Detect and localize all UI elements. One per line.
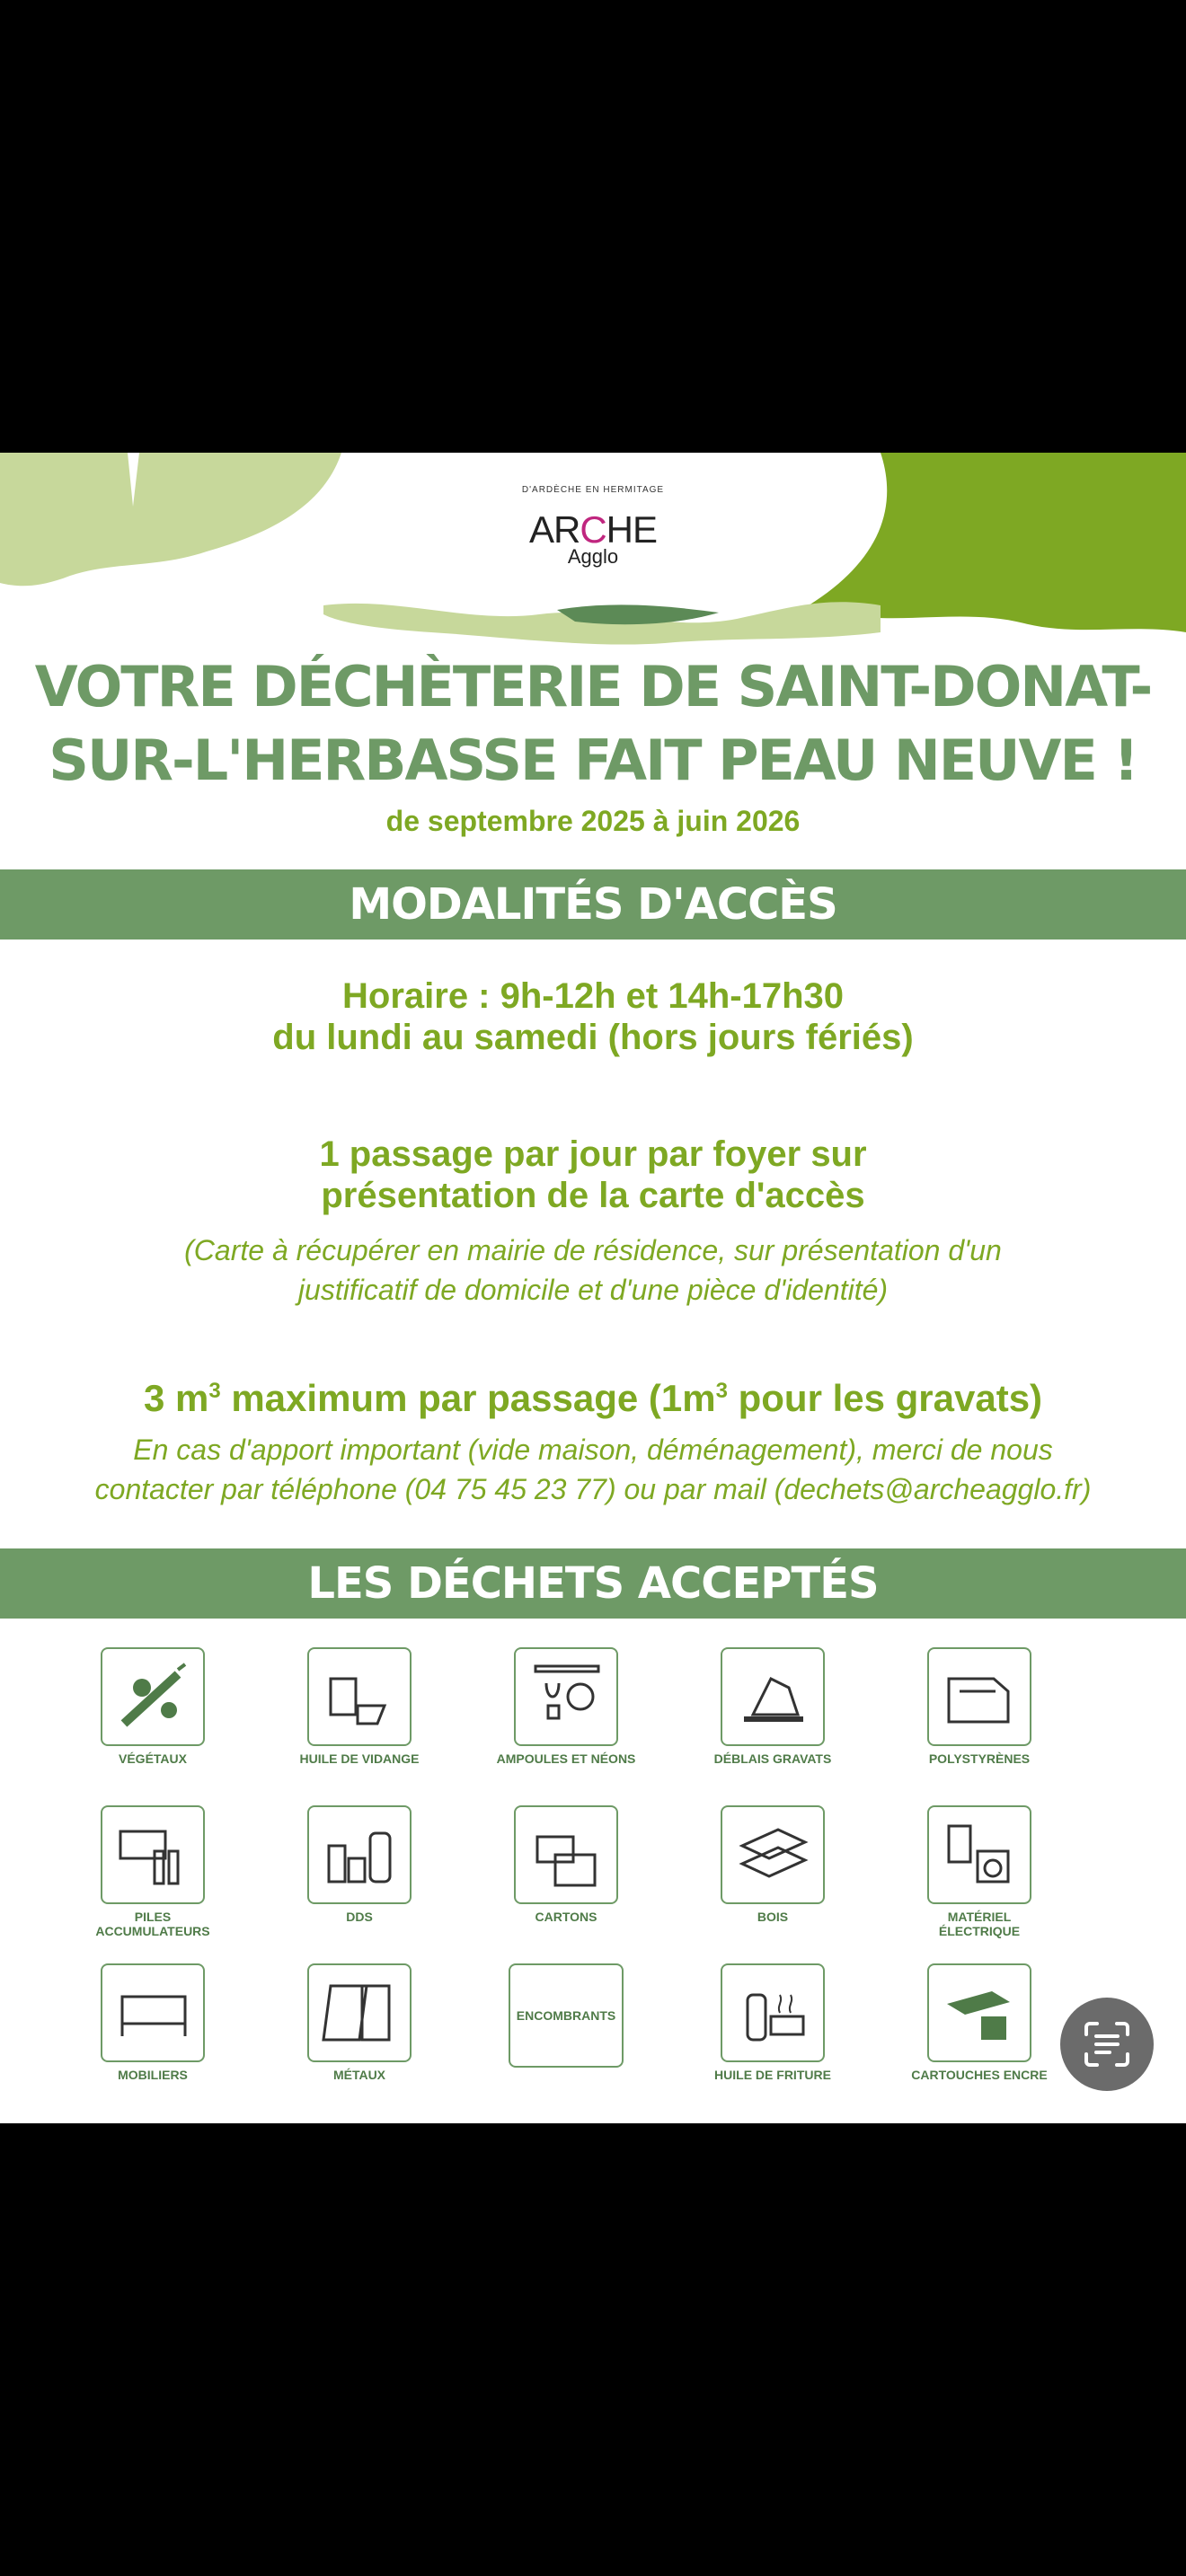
waste-item [907, 1647, 1051, 1766]
waste-item [288, 1647, 431, 1766]
waste-item [701, 1963, 845, 2082]
waste-item-label: POLYSTYRÈNES [928, 1751, 1031, 1766]
furniture-icon [101, 1963, 205, 2062]
waste-item [81, 1805, 225, 1938]
max-volume: 3 $m^3$ maximum par passage ($1m^3$ pour les gravats) [143, 1377, 1043, 1419]
waste-item-label: DÉBLAIS GRAVATS [713, 1751, 832, 1766]
section-access-header: MODALITÉS D'ACCÈS [0, 869, 1186, 940]
visit-limit: 1 passage par jour par foyer sur présentation de la carte d'accès [319, 1134, 867, 1215]
oil-can-icon [307, 1647, 412, 1746]
waste-item [494, 1963, 638, 2068]
battery-icon [101, 1805, 205, 1904]
access-card-note: (Carte à récupérer en mairie de résidence, sur présentation d'un justificatif de domicile et d'une pièce d'identité) [184, 1234, 1002, 1306]
scan-text-button[interactable] [1060, 1998, 1154, 2091]
bulb-icon [514, 1647, 618, 1746]
waste-item-label: MÉTAUX [332, 2068, 386, 2082]
logo-sub: Agglo [567, 545, 619, 568]
frying-oil-icon [721, 1963, 825, 2062]
metal-icon [307, 1963, 412, 2062]
cardboard-box-icon [514, 1805, 618, 1904]
date-range: de septembre 2025 à juin 2026 [385, 805, 801, 837]
waste-item-label: CARTOUCHES ENCRE [911, 2068, 1048, 2082]
poster [0, 453, 1186, 2123]
waste-item [494, 1805, 638, 1924]
scan-icon [1083, 2020, 1131, 2069]
chemical-bottles-icon [307, 1805, 412, 1904]
waste-item-label: CARTONS [535, 1910, 597, 1924]
arche-agglo-logo [503, 485, 683, 569]
waste-item-label: HUILE DE FRITURE [714, 2068, 831, 2082]
plant-icon [101, 1647, 205, 1746]
contact-note: En cas d'apport important (vide maison, déménagement), merci de nous contacter par téléphone (04 75 45 23 77) ou par mail (dechets@archeagglo.fr) [94, 1434, 1092, 1505]
waste-item-label: HUILE DE VIDANGE [299, 1751, 420, 1766]
waste-item-label: PILES ACCUMULATEURS [95, 1910, 210, 1938]
waste-item-label: MATÉRIEL ÉLECTRIQUE [938, 1910, 1021, 1938]
opening-hours: Horaire : 9h-12h et 14h-17h30 du lundi au samedi (hors jours fériés) [272, 976, 914, 1057]
waste-item-label: BOIS [757, 1910, 789, 1924]
rubble-icon [721, 1647, 825, 1746]
waste-grid [81, 1647, 1105, 2114]
waste-item-label: AMPOULES ET NÉONS [496, 1751, 636, 1766]
waste-item [81, 1963, 225, 2082]
waste-item [288, 1805, 431, 1924]
waste-item-label: MOBILIERS [118, 2068, 188, 2082]
waste-item [907, 1805, 1051, 1938]
appliances-icon [927, 1805, 1031, 1904]
wood-icon [721, 1805, 825, 1904]
polystyrene-icon [927, 1647, 1031, 1746]
page-title: VOTRE DÉCHÈTERIE DE SAINT-DONAT- SUR-L'HERBASSE FAIT PEAU NEUVE ! [34, 654, 1152, 793]
waste-item [701, 1647, 845, 1766]
waste-item-label: VÉGÉTAUX [119, 1751, 187, 1766]
logo-name: ARCHE [528, 508, 658, 551]
section-waste-header: LES DÉCHETS ACCEPTÉS [0, 1548, 1186, 1619]
waste-item-label: DDS [346, 1910, 373, 1924]
logo-tagline: D'ARDÈCHE EN HERMITAGE [521, 485, 665, 495]
waste-item [81, 1647, 225, 1766]
bulky-icon: ENCOMBRANTS [509, 1963, 624, 2068]
waste-item [701, 1805, 845, 1924]
waste-item [907, 1963, 1051, 2082]
ink-cartridge-icon [927, 1963, 1031, 2062]
waste-item [494, 1647, 638, 1766]
waste-item [288, 1963, 431, 2082]
